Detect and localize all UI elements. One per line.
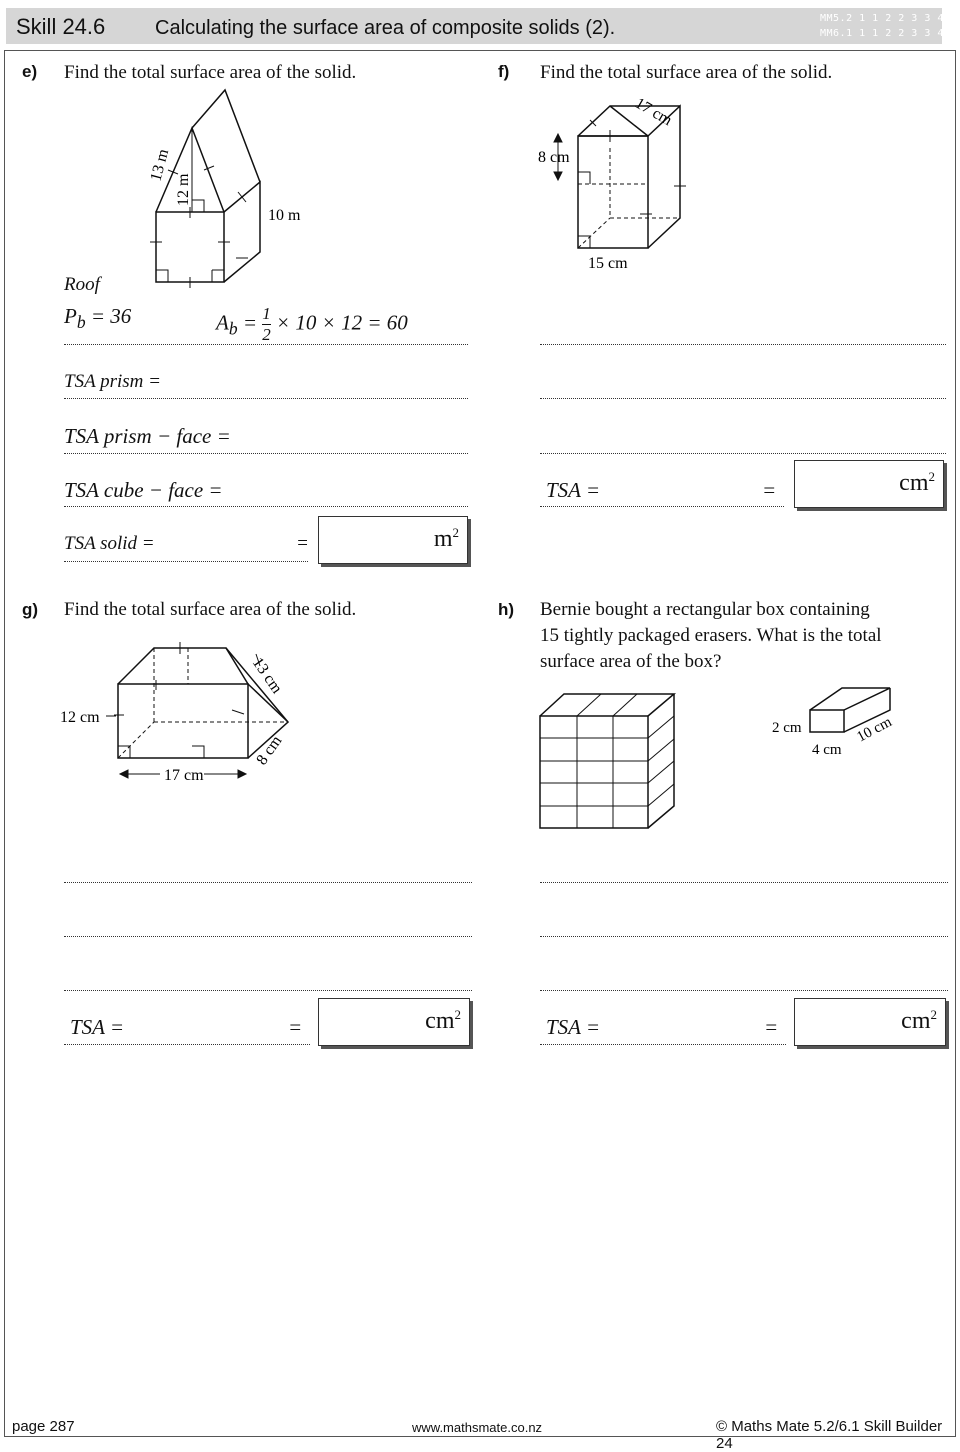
perimeter-base-text [64, 307, 65, 308]
box-of-erasers-diagram [530, 690, 710, 835]
question-h-line-2: 15 tightly packaged erasers. What is the total [540, 625, 882, 646]
unit-cm: cm [901, 1008, 931, 1034]
answer-line[interactable] [64, 344, 468, 345]
dim-15cm: 15 cm [588, 255, 628, 272]
answer-line[interactable] [540, 882, 948, 883]
page-number: page 287 [12, 1418, 75, 1435]
curriculum-codes-1: MM5.2 1 1 2 2 3 3 4 4 [820, 13, 957, 24]
tsa-cube-minus-face-line: TSA cube − face = [64, 478, 223, 502]
answer-line[interactable] [64, 561, 308, 562]
dim-13m: 13 m [147, 147, 173, 184]
eraser-diagram [760, 680, 950, 770]
question-f-text: Find the total surface area of the solid. [540, 62, 833, 83]
question-f-label: f) [498, 62, 510, 81]
tsa-prism-line: TSA prism = [64, 371, 161, 392]
answer-line[interactable] [64, 990, 472, 991]
tsa-label-g: TSA = [70, 1015, 125, 1039]
question-g-diagram [56, 640, 316, 800]
dim-10cm: 10 cm [854, 713, 895, 746]
answer-line[interactable] [540, 398, 946, 399]
answer-box-f[interactable] [794, 460, 944, 508]
answer-line[interactable] [64, 398, 468, 399]
equals-sign: = [296, 533, 309, 554]
dim-8cm: 8 cm [253, 732, 286, 769]
dim-2cm: 2 cm [772, 720, 802, 736]
equals-sign: = [288, 1015, 303, 1039]
answer-line[interactable] [64, 453, 468, 454]
dim-13cm: 13 cm [248, 654, 286, 697]
dim-17cm: 17 cm [164, 767, 204, 784]
roof-label: Roof [64, 274, 100, 295]
website-link[interactable]: www.mathsmate.co.nz [412, 1420, 543, 1435]
copyright: © Maths Mate 5.2/6.1 Skill Builder 24 [716, 1418, 943, 1452]
answer-line[interactable] [64, 1044, 310, 1045]
question-h-line-1: Bernie bought a rectangular box containing [540, 599, 870, 620]
answer-line[interactable] [540, 344, 946, 345]
unit-cm: cm [425, 1008, 455, 1034]
tsa-label-h: TSA = [546, 1015, 601, 1039]
answer-line[interactable] [540, 1044, 786, 1045]
answer-line[interactable] [540, 453, 946, 454]
unit-m: m [433, 526, 453, 552]
answer-line[interactable] [540, 506, 784, 507]
equals-sign: = [762, 478, 777, 502]
question-g-text: Find the total surface area of the solid. [64, 599, 357, 620]
answer-line[interactable] [64, 882, 472, 883]
unit-exponent: 2 [454, 1007, 461, 1022]
answer-box-g[interactable] [318, 998, 470, 1046]
dim-10m: 10 m [268, 207, 301, 224]
dim-17cm: 17 cm [632, 94, 675, 130]
curriculum-codes-2: MM6.1 1 1 2 2 3 3 4 4 [820, 28, 957, 39]
question-e-diagram [120, 82, 380, 292]
dim-12m: 12 m [175, 173, 192, 206]
equals-sign: = [764, 1015, 779, 1039]
answer-line[interactable] [540, 936, 948, 937]
tsa-prism-minus-face-line: TSA prism − face = [64, 424, 231, 448]
question-h-label: h) [498, 600, 515, 619]
unit-cm: cm [899, 470, 929, 496]
unit-exponent: 2 [452, 525, 459, 540]
question-g-label: g) [22, 600, 39, 619]
unit-exponent: 2 [930, 1007, 937, 1022]
area-base-text [216, 307, 217, 308]
question-e-text: Find the total surface area of the solid. [64, 62, 357, 83]
dim-4cm: 4 cm [812, 742, 842, 758]
answer-box-h[interactable] [794, 998, 946, 1046]
tsa-solid-line: TSA solid = [64, 533, 155, 554]
tsa-label-f: TSA = [546, 478, 601, 502]
unit-exponent: 2 [928, 469, 935, 484]
dim-12cm: 12 cm [60, 709, 100, 726]
dim-8cm: 8 cm [538, 149, 570, 166]
area-base: $A_b = 1$ 2 × 10 × 12 = 60 [216, 304, 408, 344]
answer-box-e[interactable] [318, 516, 468, 564]
perimeter-base: $P_b = 36$ [64, 304, 132, 333]
page-title: Calculating the surface area of composite solids (2). [155, 17, 616, 39]
answer-line[interactable] [64, 936, 472, 937]
skill-number: Skill 24.6 [16, 14, 106, 39]
question-h-line-3: surface area of the box? [540, 651, 722, 672]
answer-line[interactable] [540, 990, 948, 991]
question-e-label: e) [22, 62, 38, 81]
answer-line[interactable] [64, 506, 468, 507]
question-f-diagram [530, 90, 730, 280]
